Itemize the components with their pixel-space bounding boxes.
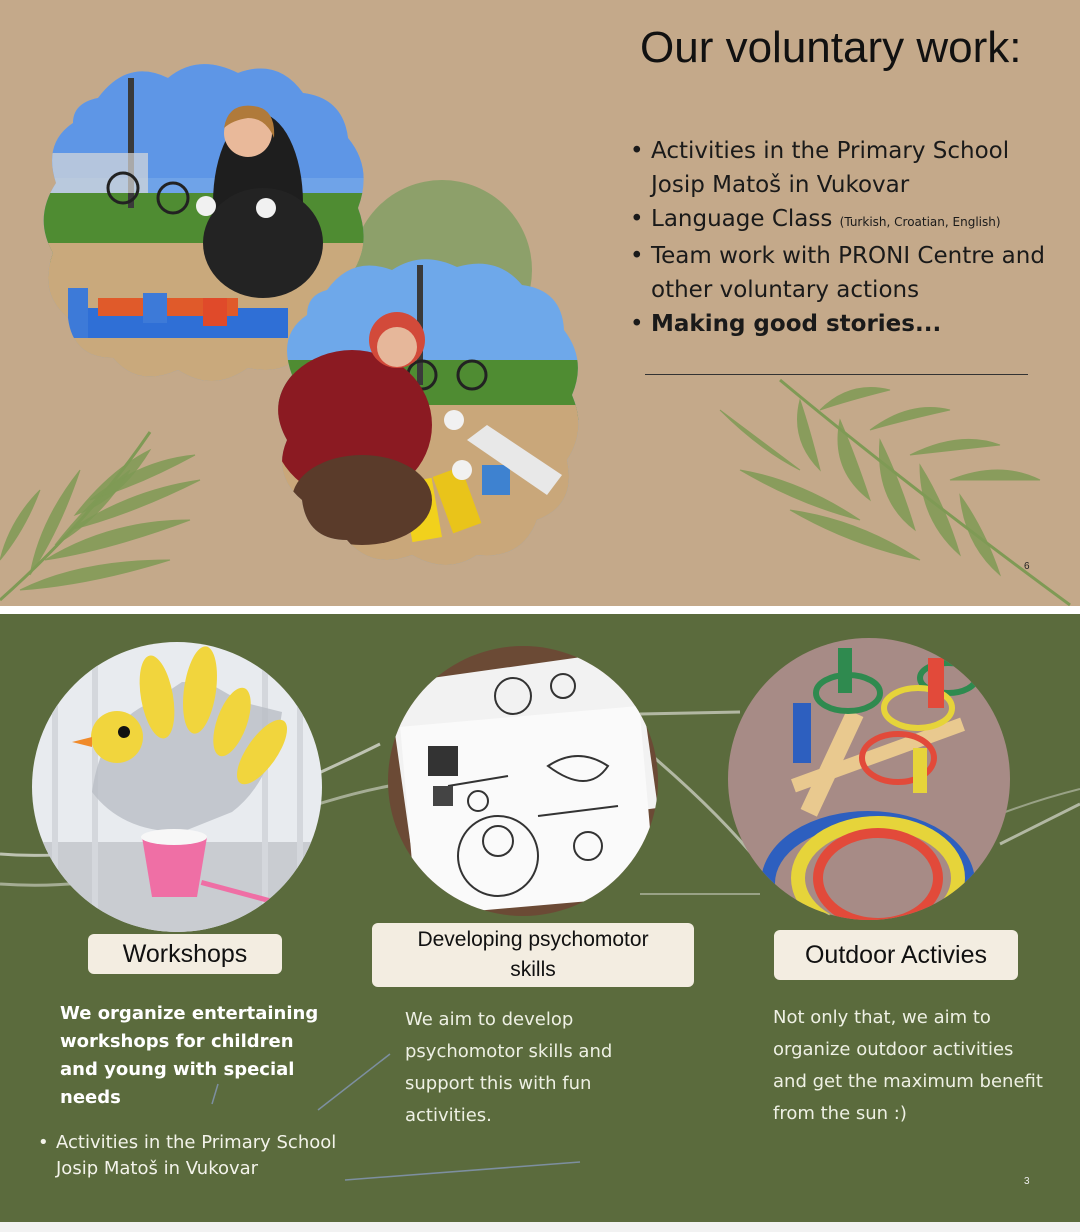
page-number: 6 (1024, 561, 1030, 572)
list-item: • Language Class (Turkish, Croatian, English) (630, 202, 1070, 239)
top-slide (0, 0, 1080, 606)
outdoor-description: Not only that, we aim to organize outdoor activities and get the maximum benefit from the sun :) (773, 1007, 1043, 1124)
activities-bullet: • Activities in the Primary School Josip Matoš in Vukovar (38, 1130, 346, 1182)
workshops-label: Workshops (88, 934, 282, 974)
psychomotor-description: We aim to develop psychomotor skills and support this with fun activities. (405, 1009, 613, 1126)
list-item: • Activities in the Primary School Josip Matoš in Vukovar (630, 134, 1070, 202)
volunteer-photo-2 (272, 255, 587, 570)
voluntary-work-list (630, 134, 1070, 341)
page-number: 3 (1024, 1176, 1030, 1187)
psychomotor-label: Developing psychomotor skills (372, 923, 694, 987)
ring-toss-photo (728, 638, 1010, 920)
list-item: • Making good stories... (630, 307, 1070, 341)
coloring-pages-photo (388, 646, 658, 916)
palm-leaf-left-icon (0, 432, 200, 600)
workshops-description: We organize entertaining workshops for children and young with special needs (60, 1003, 319, 1108)
bottom-strip (0, 1222, 1080, 1232)
page-title: Our voluntary work: (640, 23, 1022, 72)
divider (645, 374, 1028, 375)
outdoor-label: Outdoor Activies (774, 930, 1018, 980)
palm-leaf-right-icon (720, 380, 1070, 605)
list-item: • Team work with PRONI Centre and other voluntary actions (630, 239, 1070, 307)
list-item-note: (Turkish, Croatian, English) (839, 215, 1001, 229)
workshop-photo (32, 642, 322, 932)
